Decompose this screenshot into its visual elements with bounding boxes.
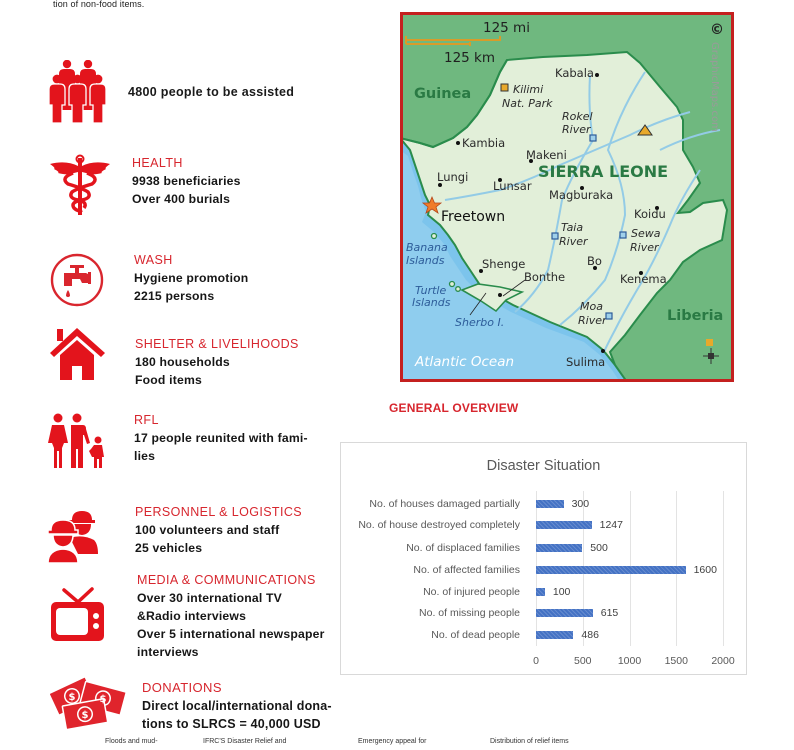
chart-gridline [723,491,724,646]
money-bills-icon [50,668,130,737]
data-value-label: 486 [581,629,599,641]
chart-title: Disaster Situation [486,458,601,474]
bar [536,588,545,596]
map-label-bo: Bo [587,254,602,268]
map-label-turtle-islands: Islands [412,296,451,309]
sector-title: RFL [134,413,159,427]
svg-text:$: $ [68,692,76,703]
x-axis-tick-label: 1000 [617,655,642,667]
map-label-moa: Moa [580,300,603,313]
footer-snippet: Floods and mud- [105,738,158,745]
data-value-label: 1247 [599,519,623,531]
bar [536,521,592,529]
hardhat-workers-icon [48,510,98,569]
park-marker-icon [501,84,508,91]
x-axis-tick-label: 2000 [711,655,735,667]
map-label-kenema: Kenema [620,272,667,286]
sector-line: Over 400 burials [132,192,231,206]
people-group-icon [48,60,108,129]
river-marker-icon [606,313,612,319]
x-axis-tick-label: 1500 [664,655,688,667]
map-scale-miles: 125 mi [483,20,530,36]
top-text-fragment: tion of non-food items. [53,0,145,9]
map-watermark: GraphicMaps.com [709,42,720,132]
sector-line: 25 vehicles [135,541,203,555]
map-label-banana-islands: Islands [406,254,445,267]
category-label: No. of houses damaged partially [369,498,520,510]
television-icon [50,587,106,648]
sector-health [132,154,241,208]
sector-line: Food items [135,373,203,387]
map-label-makeni: Makeni [526,148,567,162]
map-label-moa-river: River [578,314,607,327]
map-label-sulima: Sulima [566,355,606,369]
map-label-kilimi: Kilimi [513,83,544,96]
data-value-label: 500 [590,542,608,554]
sector-title: SHELTER & LIVELIHOODS [135,337,299,351]
map-label-shenge: Shenge [482,257,526,271]
sector-rfl [134,411,308,465]
river-marker-icon [552,233,558,239]
x-axis-tick-label: 500 [573,655,592,667]
sector-media [137,571,325,661]
map-label-sherbo: Sherbo I. [455,316,505,329]
sector-title: WASH [134,253,173,267]
map-scale-km: 125 km [444,50,496,66]
map-label-taia-river: River [559,235,588,248]
map-label-koidu: Koidu [634,207,666,221]
sector-line: 17 people reunited with fami- [134,431,308,445]
people-assisted-text: 4800 people to be assisted [128,85,295,99]
sector-line: tions to SLRCS = 40,000 USD [142,717,321,731]
house-icon [50,327,106,386]
sector-line: 100 volunteers and staff [135,523,280,537]
sector-wash [134,251,248,305]
category-label: No. of affected families [413,564,520,576]
sector-line: Direct local/international dona- [142,699,332,713]
sector-line: interviews [137,645,199,659]
river-marker-icon [590,135,596,141]
footer-snippet: Emergency appeal for [358,738,427,745]
map-label-bonthe: Bonthe [524,270,566,284]
category-label: No. of house destroyed completely [358,519,520,531]
water-tap-icon [50,253,106,314]
sector-personnel [135,503,302,557]
sector-line: Hygiene promotion [134,271,249,285]
map-label-lunsar: Lunsar [493,179,532,193]
footer-snippet: Distribution of relief items [490,738,569,745]
family-icon [46,413,108,474]
map-label-kabala: Kabala [555,66,594,80]
disaster-situation-chart [340,442,747,675]
map-label-freetown: Freetown [441,209,506,225]
map-label-taia: Taia [561,221,584,234]
map-label-rokel: Rokel [562,110,593,123]
caduceus-icon [48,154,112,221]
map-label-turtle: Turtle [415,284,447,297]
map-label-liberia: Liberia [667,308,724,324]
sector-line: &Radio interviews [137,609,247,623]
data-value-label: 100 [552,586,571,598]
x-axis-tick-label: 0 [533,655,539,667]
bar [536,500,564,508]
map-label-atlantic-ocean: Atlantic Ocean [415,354,515,370]
map-label-kilimi-park: Nat. Park [502,97,553,110]
data-value-label: 1600 [693,564,717,576]
sector-title: DONATIONS [142,680,222,695]
map-label-banana: Banana [406,241,448,254]
map-label-magburaka: Magburaka [549,188,614,202]
sector-line: Over 30 international TV [137,591,282,605]
map-label-rokel-river: River [562,123,591,136]
sector-donations [142,679,332,733]
category-label: No. of missing people [419,607,520,619]
sector-line: 180 households [135,355,230,369]
map-label-guinea: Guinea [414,86,472,102]
map-label-sewa: Sewa [631,227,661,240]
svg-text:$: $ [81,710,89,721]
map-copyright: © [710,22,724,38]
bar [536,544,582,552]
map-label-sierra-leone: SIERRA LEONE [538,162,669,181]
map-label-kambia: Kambia [462,136,506,150]
category-label: No. of displaced families [406,542,520,554]
svg-text:$: $ [99,694,107,705]
data-value-label: 300 [571,498,590,510]
general-overview-heading: GENERAL OVERVIEW [389,401,519,415]
data-value-label: 615 [600,607,619,619]
sector-line: 2215 persons [134,289,215,303]
bar [536,609,593,617]
sector-line: 9938 beneficiaries [132,174,241,188]
map-label-sewa-river: River [630,241,659,254]
sector-title: MEDIA & COMMUNICATIONS [137,573,316,587]
sector-line: Over 5 international newspaper [137,627,325,641]
sector-title: HEALTH [132,156,183,170]
sector-shelter [135,335,299,389]
map-label-lungi: Lungi [437,170,469,184]
sierra-leone-map [400,12,734,382]
category-label: No. of injured people [423,586,520,598]
river-marker-icon [620,232,626,238]
category-label: No. of dead people [431,629,520,641]
sector-title: PERSONNEL & LOGISTICS [135,505,303,519]
footer-snippet: IFRC'S Disaster Relief and [203,738,287,745]
sector-line: lies [134,449,156,463]
bar [536,566,686,574]
bar [536,631,573,639]
